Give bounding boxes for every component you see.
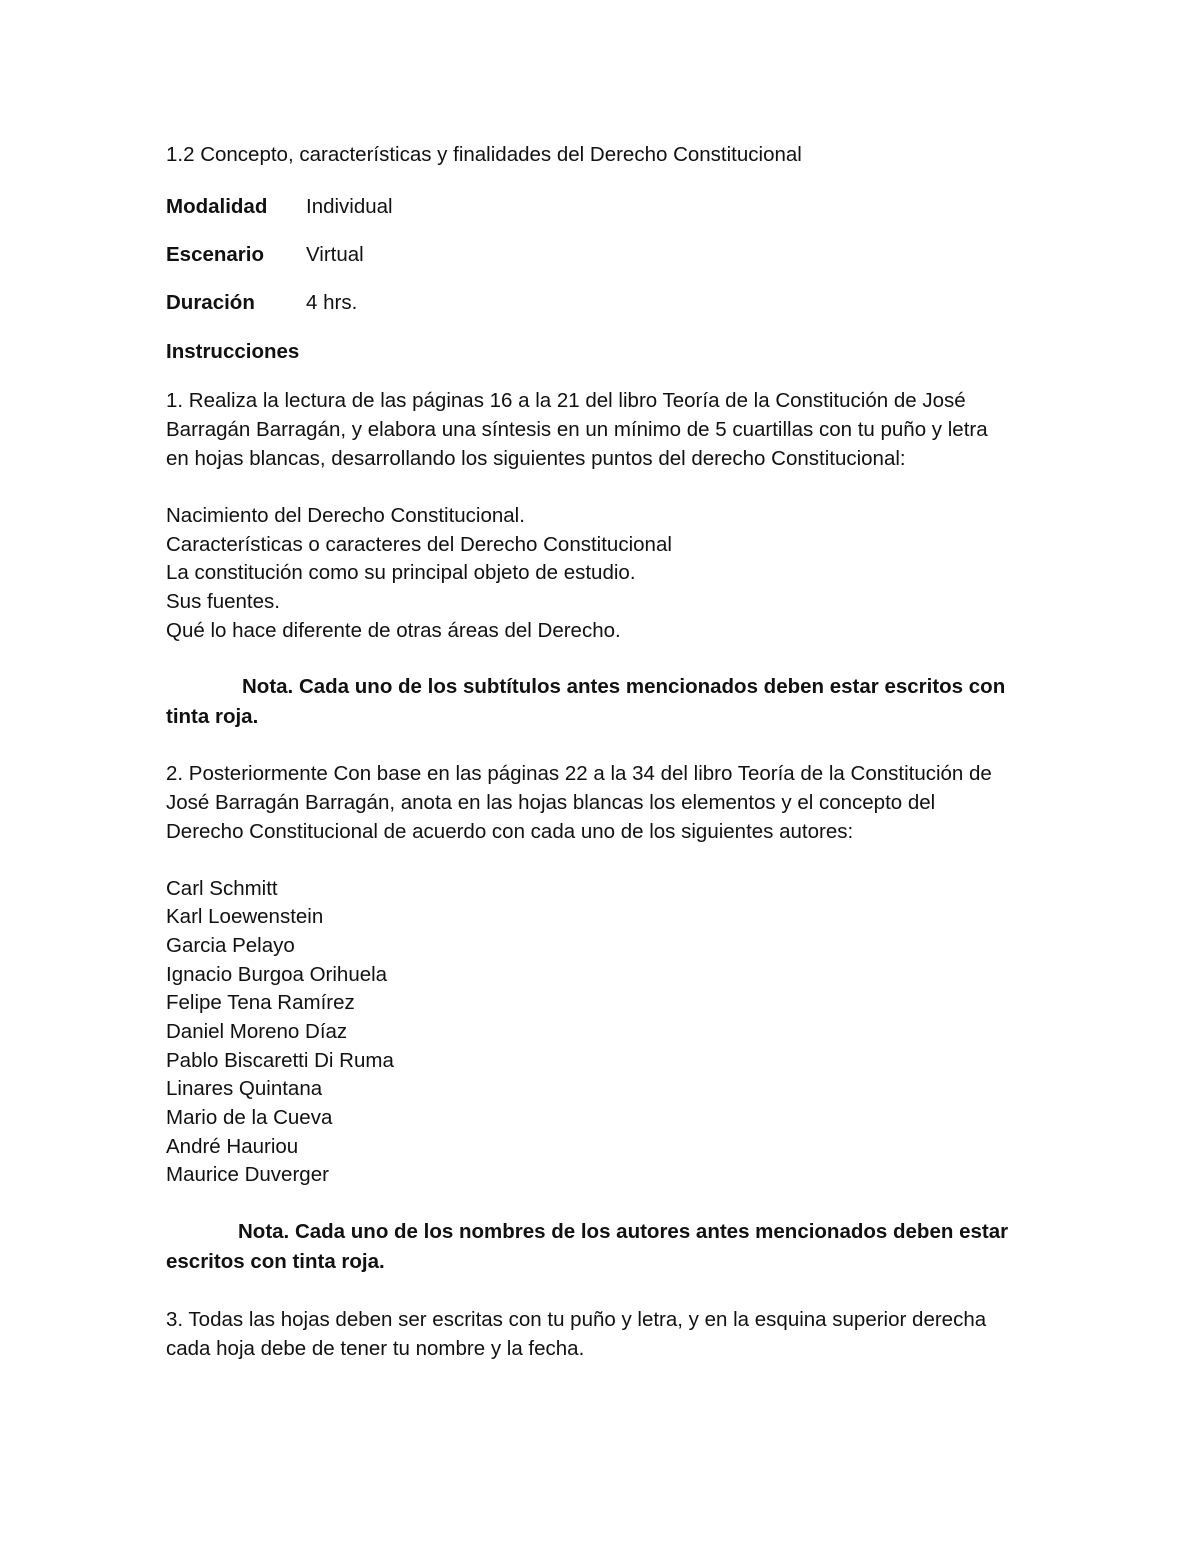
author-item: Carl Schmitt	[166, 877, 278, 900]
step1-point: Características o caracteres del Derecho Constitucional	[166, 533, 672, 556]
step1-point: Nacimiento del Derecho Constitucional.	[166, 504, 525, 527]
step1-point: Qué lo hace diferente de otras áreas del Derecho.	[166, 619, 621, 642]
document-title: 1.2 Concepto, características y finalidades del Derecho Constitucional	[166, 143, 802, 166]
author-item: Linares Quintana	[166, 1077, 323, 1100]
field-label-escenario: Escenario	[166, 243, 264, 266]
step1-line: Barragán Barragán, y elabora una síntesis en un mínimo de 5 cuartillas con tu puño y letra	[166, 418, 988, 441]
author-item: Maurice Duverger	[166, 1163, 329, 1186]
step1-note: Nota. Cada uno de los subtítulos antes mencionados deben estar escritos con	[242, 675, 1006, 698]
author-item: Daniel Moreno Díaz	[166, 1020, 348, 1043]
step1-line: en hojas blancas, desarrollando los siguientes puntos del derecho Constitucional:	[166, 447, 906, 470]
step1-note: tinta roja.	[166, 705, 259, 728]
step1-point: La constitución como su principal objeto de estudio.	[166, 561, 636, 584]
step1-point: Sus fuentes.	[166, 590, 280, 613]
step2-line: Derecho Constitucional de acuerdo con cada uno de los siguientes autores:	[166, 820, 854, 843]
author-item: Garcia Pelayo	[166, 934, 295, 957]
field-label-duracion: Duración	[166, 291, 255, 314]
author-item: Pablo Biscaretti Di Ruma	[166, 1049, 394, 1072]
step1-line: 1. Realiza la lectura de las páginas 16 a la 21 del libro Teoría de la Constitución de José	[166, 389, 966, 412]
step2-note: escritos con tinta roja.	[166, 1250, 385, 1273]
step2-line: José Barragán Barragán, anota en las hojas blancas los elementos y el concepto del	[166, 791, 936, 814]
instructions-heading: Instrucciones	[166, 340, 300, 363]
author-item: Ignacio Burgoa Orihuela	[166, 963, 388, 986]
step2-note: Nota. Cada uno de los nombres de los autores antes mencionados deben estar	[238, 1220, 1009, 1243]
author-item: Karl Loewenstein	[166, 905, 324, 928]
field-value-modalidad: Individual	[306, 195, 393, 218]
field-value-duracion: 4 hrs.	[306, 291, 358, 314]
step3-line: 3. Todas las hojas deben ser escritas con tu puño y letra, y en la esquina superior derecha	[166, 1308, 987, 1331]
author-item: Felipe Tena Ramírez	[166, 991, 355, 1014]
author-item: André Hauriou	[166, 1135, 299, 1158]
field-value-escenario: Virtual	[306, 243, 364, 266]
author-item: Mario de la Cueva	[166, 1106, 333, 1129]
step2-line: 2. Posteriormente Con base en las páginas 22 a la 34 del libro Teoría de la Constitución de	[166, 762, 992, 785]
field-label-modalidad: Modalidad	[166, 195, 268, 218]
step3-line: cada hoja debe de tener tu nombre y la fecha.	[166, 1337, 585, 1360]
